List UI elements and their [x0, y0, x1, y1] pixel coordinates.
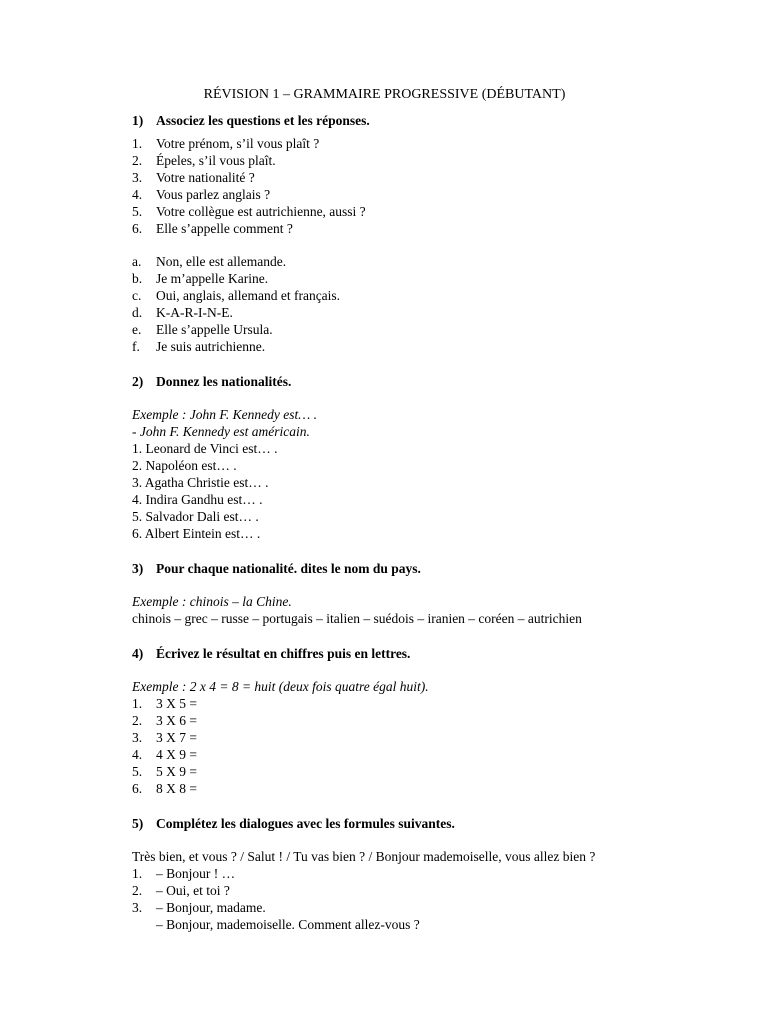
example-line: Exemple : John F. Kennedy est… .	[132, 407, 317, 422]
section-title: Donnez les nationalités.	[156, 374, 292, 389]
section-title: Pour chaque nationalité. dites le nom du pays.	[156, 561, 421, 576]
list-item: 5. 5 X 9 =	[132, 764, 197, 779]
questions-list	[132, 135, 732, 237]
section-3-heading	[132, 560, 732, 577]
list-item: 2. – Oui, et toi ?	[132, 883, 230, 898]
section-title: Associez les questions et les réponses.	[156, 113, 370, 128]
document-page	[132, 86, 732, 933]
example-line: Exemple : 2 x 4 = 8 = huit (deux fois quatre égal huit).	[132, 679, 429, 694]
section-4-heading	[132, 645, 732, 662]
list-item: 1. Votre prénom, s’il vous plaît ?	[132, 136, 320, 151]
list-item: 4. Vous parlez anglais ?	[132, 187, 271, 202]
section-number: 5)	[132, 816, 144, 831]
example-answer: - John F. Kennedy est américain.	[132, 424, 310, 439]
section-number: 4)	[132, 646, 144, 661]
list-item: a. Non, elle est allemande.	[132, 254, 287, 269]
list-item: e. Elle s’appelle Ursula.	[132, 322, 273, 337]
section-number: 3)	[132, 561, 144, 576]
list-item: c. Oui, anglais, allemand et français.	[132, 288, 341, 303]
list-item: 2. 3 X 6 =	[132, 713, 197, 728]
list-item: 4. Indira Gandhu est… .	[132, 492, 263, 507]
nationality-list: chinois – grec – russe – portugais – italien – suédois – iranien – coréen – autrichien	[132, 611, 582, 626]
list-item: 6. Elle s’appelle comment ?	[132, 221, 293, 236]
answers-list	[132, 253, 732, 355]
document-title: RÉVISION 1 – GRAMMAIRE PROGRESSIVE (DÉBUTANT)	[203, 87, 566, 102]
multiplication-list	[132, 695, 732, 797]
list-item: 1. 3 X 5 =	[132, 696, 197, 711]
list-item: 6. 8 X 8 =	[132, 781, 197, 796]
list-item: 5. Votre collègue est autrichienne, aussi ?	[132, 204, 366, 219]
section-number: 2)	[132, 374, 144, 389]
list-item: 2. Épeles, s’il vous plaît.	[132, 153, 276, 168]
list-item: f. Je suis autrichienne.	[132, 339, 266, 354]
list-item: d. K-A-R-I-N-E.	[132, 305, 233, 320]
list-item: 2. Napoléon est… .	[132, 458, 237, 473]
list-item: 3. Agatha Christie est… .	[132, 475, 269, 490]
list-item: 4. 4 X 9 =	[132, 747, 197, 762]
section-title: Complétez les dialogues avec les formules suivantes.	[156, 816, 455, 831]
section-title: Écrivez le résultat en chiffres puis en lettres.	[156, 646, 411, 661]
list-item: 6. Albert Eintein est… .	[132, 526, 261, 541]
section-1-heading	[132, 112, 732, 129]
section-5-heading	[132, 815, 732, 832]
dialogue-list	[132, 865, 732, 933]
formulas-line: Très bien, et vous ? / Salut ! / Tu vas bien ? / Bonjour mademoiselle, vous allez bien ?	[132, 849, 596, 864]
list-item: 1. Leonard de Vinci est… .	[132, 441, 278, 456]
section-number: 1)	[132, 113, 144, 128]
example-line: Exemple : chinois – la Chine.	[132, 594, 292, 609]
list-item: 1. – Bonjour ! …	[132, 866, 236, 881]
list-item: 3. – Bonjour, madame.	[132, 900, 266, 915]
list-item: – Bonjour, mademoiselle. Comment allez-vous ?	[156, 917, 420, 932]
list-item: b. Je m’appelle Karine.	[132, 271, 269, 286]
list-item: 3. Votre nationalité ?	[132, 170, 255, 185]
list-item: 5. Salvador Dali est… .	[132, 509, 259, 524]
list-item: 3. 3 X 7 =	[132, 730, 197, 745]
section-2-heading	[132, 373, 732, 390]
